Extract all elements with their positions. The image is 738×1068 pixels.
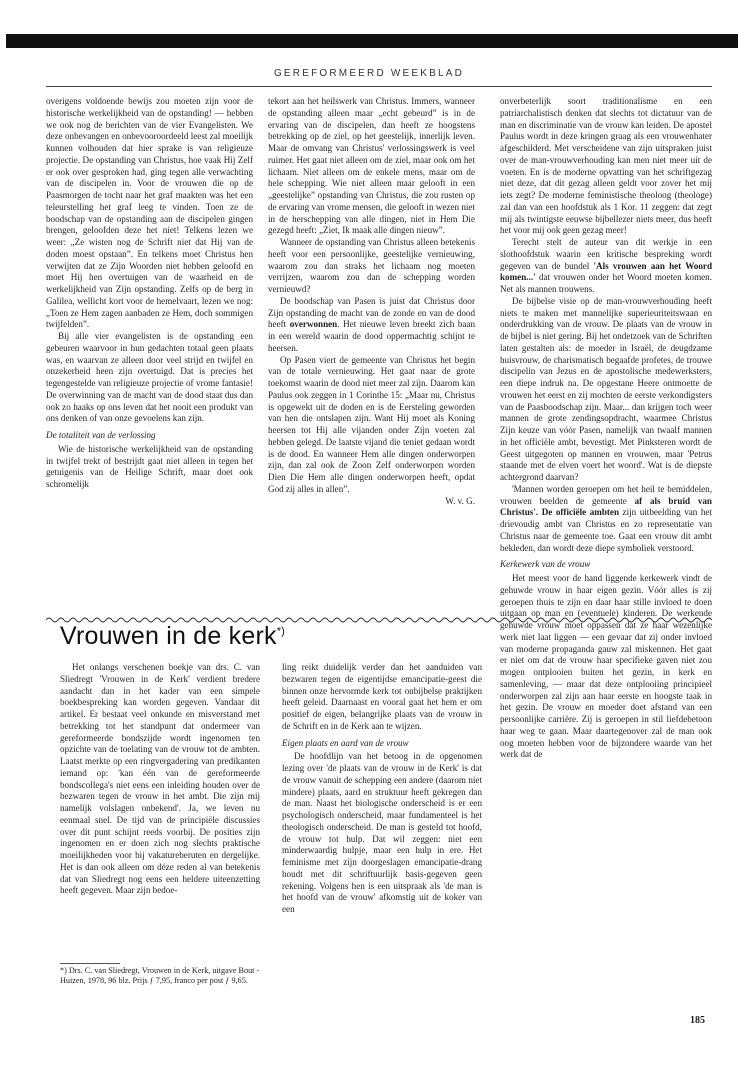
- col3-paragraph-5: Het meest voor de hand liggende kerkewerk vindt de gehuwde vrouw in haar eigen gezin. Vóór alles is zij geroepen thuis te zijn en daar haar stille invloed te doen uitgaan op man en (eventuele) kinderen. De werkende gehuwde vrouw moet oppassen dat ze haar wezenlijke werk niet laat liggen — een gevaar dat zij onder invloed van moderne propaganda gauw zal miskennen. Het gaat er niet om dat de vrouw haar specifieke gaven niet zou mogen ontplooien buiten het gezin, in kerk en samenleving, — maar dat deze ontplooiing principieel onderworpen zal zijn aan haar eerste en hoogste taak in het gezin. De vrouw en moeder doet afstand van een persoonlijke carrière. Zij is geroepen in stil liefdebetoon haar weg te gaan. Maar daartegenover zal de man ook oog moeten hebben voor de bijzondere waarde van het werk dat de: [500, 573, 712, 760]
- footnote: *) Drs. C. van Sliedregt, Vrouwen in de Kerk, uitgave Bout - Huizen, 1978, 96 blz. Prijs ƒ 7,95, franco per post ƒ 9,65.: [60, 966, 260, 986]
- col2-p3-part-c: . Het nieuwe leven breekt zich baan in een wereld waarin de dood oppermachtig schijnt te heersen.: [268, 319, 476, 353]
- article-paragraph-1: Het onlangs verschenen boekje van drs. C. van Sliedregt 'Vrouwen in de Kerk' verdient bredere aandacht dan in het kader van een simpele boekbespreking kan worden gegeven. Vandaar dit artikel. Er bestaat veel onkunde en misverstand met betrekking tot het standpunt dat ondermeer van gereformeerde bondszijde wordt ingenomen ten opzichte van de toelating van de vrouw tot de ambten. Laatst merkte op een ringvergadering van predikanten iemand op: 'kan één van de gereformeerde bondscollega's niet eens een inleiding houden over de bezwaren tegen de vrouw in het ambt. Die zijn mij namelijk volslagen onbekend'. Ja, we leven nu eenmaal snel. De tijd van de principiële discussies over dit punt schijnt reeds voorbij. De posities zijn ingenomen en er doen zich nog slechts praktische moeilijkheden voor bij vakatureberuten en dergelijke. Het is dan ook alleen om déze reden al van betekenis dat van Sliedregt nog eens een heldere uiteenzetting heeft gegeven. Maar zijn bedoe-: [60, 662, 260, 896]
- col2-paragraph-1: tekort aan het heilswerk van Christus. Immers, wanneer de opstanding alleen maar „echt gebeurd” is in de ervaring van de discipelen, dan heeft ze hoogstens betrekking op de ziel, op het geestelijk, innerlijk leven. Maar de omvang van Christus' verlossingswerk is veel ruimer. Het gaat niet alleen om de ziel, maar ook om het lichaam. Niet alleen om de enkele mens, maar om de hele schepping. Wie niet alleen maar gelooft in een „geestelijke” opstanding van Christus, die zou rusten op de ervaring van vrome mensen, die gelooft in wezen niet in de herschepping van alle dingen, niet in Hem Die gezegd heeft: „Ziet, Ik maak alle dingen nieuw”.: [268, 96, 475, 236]
- col3-p2-part-a: Terecht stelt de auteur van dit werkje in een slothoofdstuk waarin een kritische bespreking wordt gegeven van de bundel: [500, 237, 712, 271]
- column-3: [500, 96, 712, 761]
- col2-p3-bold: overwonnen: [289, 319, 338, 330]
- col3-paragraph-1: onverbeterlijk soort traditionalisme en een patriarchalistisch denken dat slechts tot dictatuur van de man en discriminatie van de vrouw kan leiden. De apostel Paulus wordt in deze kringen graag als een vrouwenhater afgeschilderd. Met verscheidene van zijn uitspraken juist over de man-vrouwverhouding kan men niet meer uit de voeten. En is de moderne opvatting van het schriftgezag niet deze, dat dit gezag alleen geldt voor zover het mij iets zegt? De moderne feministische theoloog (theologe) zal dan van een hoofdstuk als 1 Kor. 11 zeggen: dat zegt mij als twintigste eeuwse bijbellezer niets meer, dus heeft het voor mij ook geen gezag meer!: [500, 96, 712, 236]
- col3-p2-bold: 'Als vrouwen aan het Woord komen...': [500, 260, 712, 283]
- col3-paragraph-2: [500, 237, 712, 296]
- col2-paragraph-2: Wanneer de opstanding van Christus alleen betekenis heeft voor een persoonlijke, geestelijke vernieuwing, waarom zou dan straks het lichaam nog moeten verrijzen, waarom zou dan de schepping worden vernieuwd?: [268, 237, 475, 294]
- footnote-rule: [60, 963, 120, 964]
- article-paragraph-2: ling reikt duidelijk verder dan het aanduiden van bezwaren tegen de eigentijdse emancipatie-geest die binnen onze hervormde kerk tot onbijbelse praktijken heeft geleid. Daarnaast en vooral gaat het hem er om positief de eigen, belangrijke plaats van de vrouw in de Schrift en in de Kerk aan te wijzen.: [282, 662, 482, 731]
- col2-p3-part-a: De boodschap van Pasen is juist dat Christus door Zijn opstanding de macht van de zonde en van de dood heeft: [268, 295, 475, 330]
- top-black-bar: [6, 34, 738, 48]
- article-column-middle: [282, 662, 482, 916]
- col2-paragraph-3: [268, 296, 475, 355]
- col3-paragraph-3: De bijbelse visie op de man-vrouwverhouding heeft niets te maken met mannelijke superieuriteitswaan en onderdrukking van de vrouw. De plaats van de vrouw in de bijbel is niet gering. Bij het ondetzoek van de Schriften laten gestalten als: de moeder in Israël, de deugdzame huisvrouw, de charismatisch begaafde profetes, de trouwe discipelin van Jezus en de apostolische medewerksters, een diepe indruk na. De opgestane Heere ontmoette de vrouwen het eerst en zij mochten de eerste verkondigsters van de Paasboodschap zijn. Maar... dan krijgen toch weer mannen de grote zendingsopdracht, waarmee Christus Zijn keuze van vóór Pasen, namelijk van twaalf mannen in het officiële ambt, bevestigt. Met Pinksteren wordt de Geest uitgegoten op mannen en vrouwen, maar 'Petrus staande met de elven voert het woord'. Wat is de diepste achtergrond daarvan?: [500, 295, 712, 482]
- col2-paragraph-4: Op Pasen viert de gemeente van Christus het begin van de totale vernieuwing. Het gaat naar de grote toekomst waarin de dood niet meer zal zijn. Daarom kan Paulus ook zeggen in 1 Corinthe 15: „Maar nu, Christus is opgewekt uit de doden en is de Eersteling geworden van hen die ontslapen zijn. Want Hij moet als Koning heersen tot Hij alle vijanden onder Zijn voeten zal hebben gelegd. De laatste vijand die teniet gedaan wordt is de dood. En wanneer Hem alle dingen onderworpen zijn, dan zal ook de Zoon Zelf onderworpen worden Dien Die Hem alle dingen onderworpen heeft, opdat God zij alles in allen”.: [268, 354, 475, 494]
- col3-subheading: Kerkewerk van de vrouw: [500, 559, 591, 570]
- header-rule: [46, 86, 712, 87]
- column-2: [268, 96, 475, 507]
- col1-paragraph-2: Bij alle vier evangelisten is de opstanding een gebeuren waarvoor in hun gedachten totaal geen plaats was, en waarvan ze alleen door veel strijd en twijfel en onzekerheid heen zijn overtuigd. Dat is precies het tegengestelde van religieuze projectie of vrome fantasie! De overwinning van de macht van de dood staat dus dan ook zo haaks op ons leven dat het nooit een produkt van ons denken of van onze gevoelens kan zijn.: [46, 331, 253, 424]
- article-title: [60, 622, 285, 651]
- col1-paragraph-1: overigens voldoende bewijs zou moeten zijn voor de historische werkelijkheid van de opstanding! — hebben we ook nog de berichten van de vier Evangelisten. We deze onbevangen en onbevooroordeeld leest zal moeilijk kunnen volhouden dat hier sprake is van religieuze projectie. De opstanding van Christus, hoe vaak Hij Zelf er ook over gesproken had, ging tegen alle verwachting van de discipelen in. Voor de vrouwen die op de Paasmorgen de tocht naar het graf maakten was het een teleurstelling het graf leeg te vinden. Toen ze de boodschap van de opstanding aan de discipelen gingen brengen, geloofden deze het niet! Telkens lezen we weer: „Ze wisten nog de Schrift niet dat Hij van de doden moest opstaan”. En telkens moet Christus hen verwijten dat ze Zijn Woorden niet hebben geloofd en moet Hij hen overtuigen van de waarheid en de werkelijkheid van Zijn opstanding. Zelfs op de berg in Galilea, wellicht kort voor de hemelvaart, lezen we nog: „Toen ze Hem zagen aanbaden ze Hem, doch sommigen twijfelden”.: [46, 96, 253, 330]
- col1-paragraph-3: Wie de historische werkelijkheid van de opstanding in twijfel trekt of bestrijdt gaat niet alleen in tegen het getuigenis van de Heilige Schrift, maar doet ook schromelijk: [46, 443, 253, 489]
- col3-p4-part-a: 'Mannen worden geroepen om het heil te bemiddelen, vrouwen beelden de gemeente: [500, 483, 712, 506]
- title-footnote-mark: *): [276, 625, 286, 638]
- col1-subheading: De totaliteit van de verlossing: [46, 430, 156, 440]
- page-number: 185: [690, 1015, 705, 1026]
- col3-p4-part-c: zijn uitbeelding van het drievoudig ambt van Christus en zo representatie van Christus naar de gemeente toe. Gaat een vrouw dit ambt bekleden, dan wordt deze diepe symboliek verstoord.: [500, 507, 712, 553]
- masthead: GEREFORMEERD WEEKBLAD: [273, 68, 465, 79]
- col3-p2-part-c: dat vrouwen onder het Woord moeten komen. Net als mannen trouwens.: [500, 272, 712, 294]
- article-column-left: [60, 662, 260, 897]
- article-subheading: Eigen plaats en aard van de vrouw: [282, 737, 409, 748]
- author-signature: W. v. G.: [445, 495, 475, 506]
- article-title-text: Vrouwen in de kerk: [60, 622, 277, 650]
- column-1: [46, 96, 253, 491]
- article-paragraph-3: De hoofdlijn van het betoog in de opgenomen lezing over 'de plaats van de vrouw in de Kerk' is dat de vrouw vanuit de schepping een andere (daarom niet mindere) plaats, aard en struktuur heeft gekregen dan de man. Naast het biologische onderscheid is er een psychologisch onderscheid, maar fundamenteel is het theologisch onderscheid. De man is gesteld tot hoofd, de vrouw tot hulp. Dat wil zeggen: niet een minderwaardig hulpje, maar een hulp in ere. Het feminisme met zijn doorgeslagen emancipatie-drang houdt met dit schriftuurlijk basis-gegeven geen rekening. Volgens hen is een uitspraak als 'de man is het hoofd van de vrouw' afkomstig uit de koker van een: [282, 751, 482, 914]
- col3-p4-bold: af als bruid van Christus'. De officiële ambten: [500, 495, 712, 518]
- col3-paragraph-4: [500, 484, 712, 555]
